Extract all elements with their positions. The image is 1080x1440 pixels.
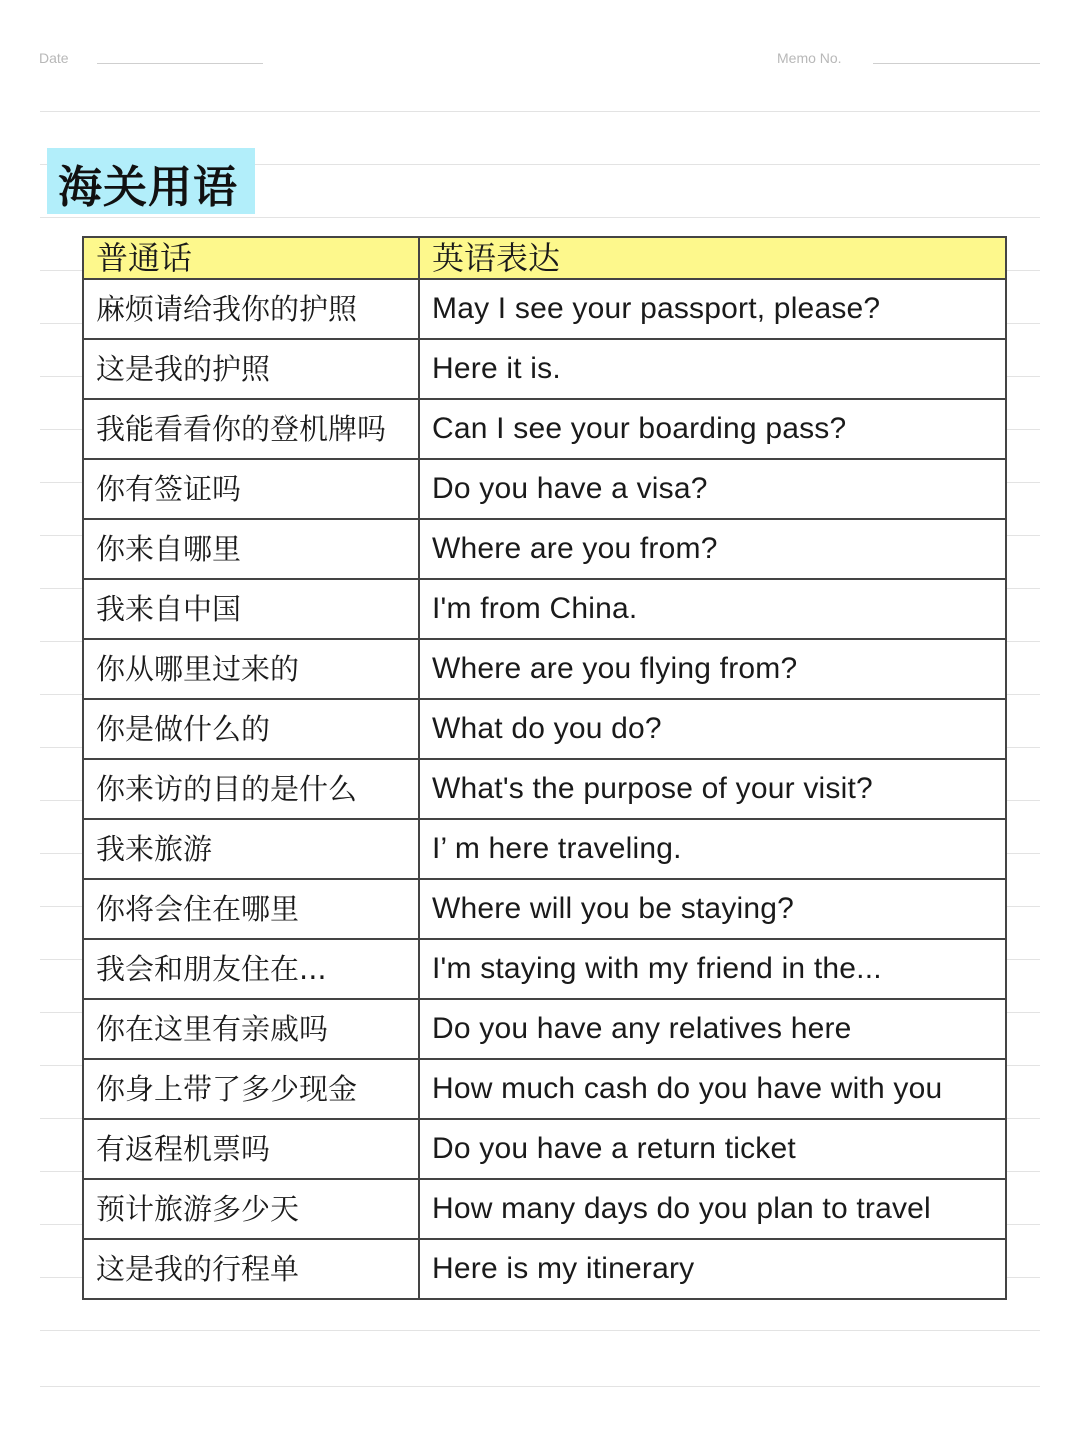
english-cell: I'm staying with my friend in the... [419,939,1006,999]
table-row [83,999,1006,1059]
date-label: Date [39,50,69,66]
ruled-line [40,217,1040,218]
mandarin-cell: 你从哪里过来的 [83,639,419,699]
column-header-english: 英语表达 [419,237,1006,279]
table-row [83,639,1006,699]
english-cell: Do you have any relatives here [419,999,1006,1059]
date-line [97,63,263,64]
table-row [83,339,1006,399]
mandarin-cell: 你来访的目的是什么 [83,759,419,819]
mandarin-cell: 我会和朋友住在... [83,939,419,999]
table-row [83,399,1006,459]
mandarin-cell: 这是我的护照 [83,339,419,399]
memo-number-line [873,63,1040,64]
memo-number-label: Memo No. [777,50,842,66]
table-row [83,459,1006,519]
table-row [83,819,1006,879]
english-cell: Here it is. [419,339,1006,399]
table-row [83,759,1006,819]
memo-header [0,0,1080,80]
table-row [83,579,1006,639]
english-cell: May I see your passport, please? [419,279,1006,339]
mandarin-cell: 你身上带了多少现金 [83,1059,419,1119]
english-cell: How many days do you plan to travel [419,1179,1006,1239]
mandarin-cell: 你来自哪里 [83,519,419,579]
table-row [83,1119,1006,1179]
table-row [83,279,1006,339]
english-cell: I’ m here traveling. [419,819,1006,879]
english-cell: What's the purpose of your visit? [419,759,1006,819]
english-cell: How much cash do you have with you [419,1059,1006,1119]
ruled-line [40,111,1040,112]
ruled-line [40,1386,1040,1387]
table-row [83,879,1006,939]
mandarin-cell: 我能看看你的登机牌吗 [83,399,419,459]
mandarin-cell: 有返程机票吗 [83,1119,419,1179]
english-cell: I'm from China. [419,579,1006,639]
column-header-mandarin: 普通话 [83,237,419,279]
table-row [83,1059,1006,1119]
page-title: 海关用语 [58,162,238,213]
table-row [83,1179,1006,1239]
mandarin-cell: 这是我的行程单 [83,1239,419,1299]
ruled-line [40,1330,1040,1331]
mandarin-cell: 预计旅游多少天 [83,1179,419,1239]
english-cell: Where are you from? [419,519,1006,579]
mandarin-cell: 你将会住在哪里 [83,879,419,939]
english-cell: Do you have a visa? [419,459,1006,519]
mandarin-cell: 你在这里有亲戚吗 [83,999,419,1059]
table-row [83,939,1006,999]
table-header-row [83,237,1006,279]
mandarin-cell: 你有签证吗 [83,459,419,519]
mandarin-cell: 我来旅游 [83,819,419,879]
english-cell: Can I see your boarding pass? [419,399,1006,459]
english-cell: What do you do? [419,699,1006,759]
table-row [83,699,1006,759]
english-cell: Where will you be staying? [419,879,1006,939]
phrase-table [82,236,1007,1300]
english-cell: Where are you flying from? [419,639,1006,699]
mandarin-cell: 麻烦请给我你的护照 [83,279,419,339]
table-row [83,519,1006,579]
table-row [83,1239,1006,1299]
english-cell: Do you have a return ticket [419,1119,1006,1179]
mandarin-cell: 我来自中国 [83,579,419,639]
english-cell: Here is my itinerary [419,1239,1006,1299]
mandarin-cell: 你是做什么的 [83,699,419,759]
